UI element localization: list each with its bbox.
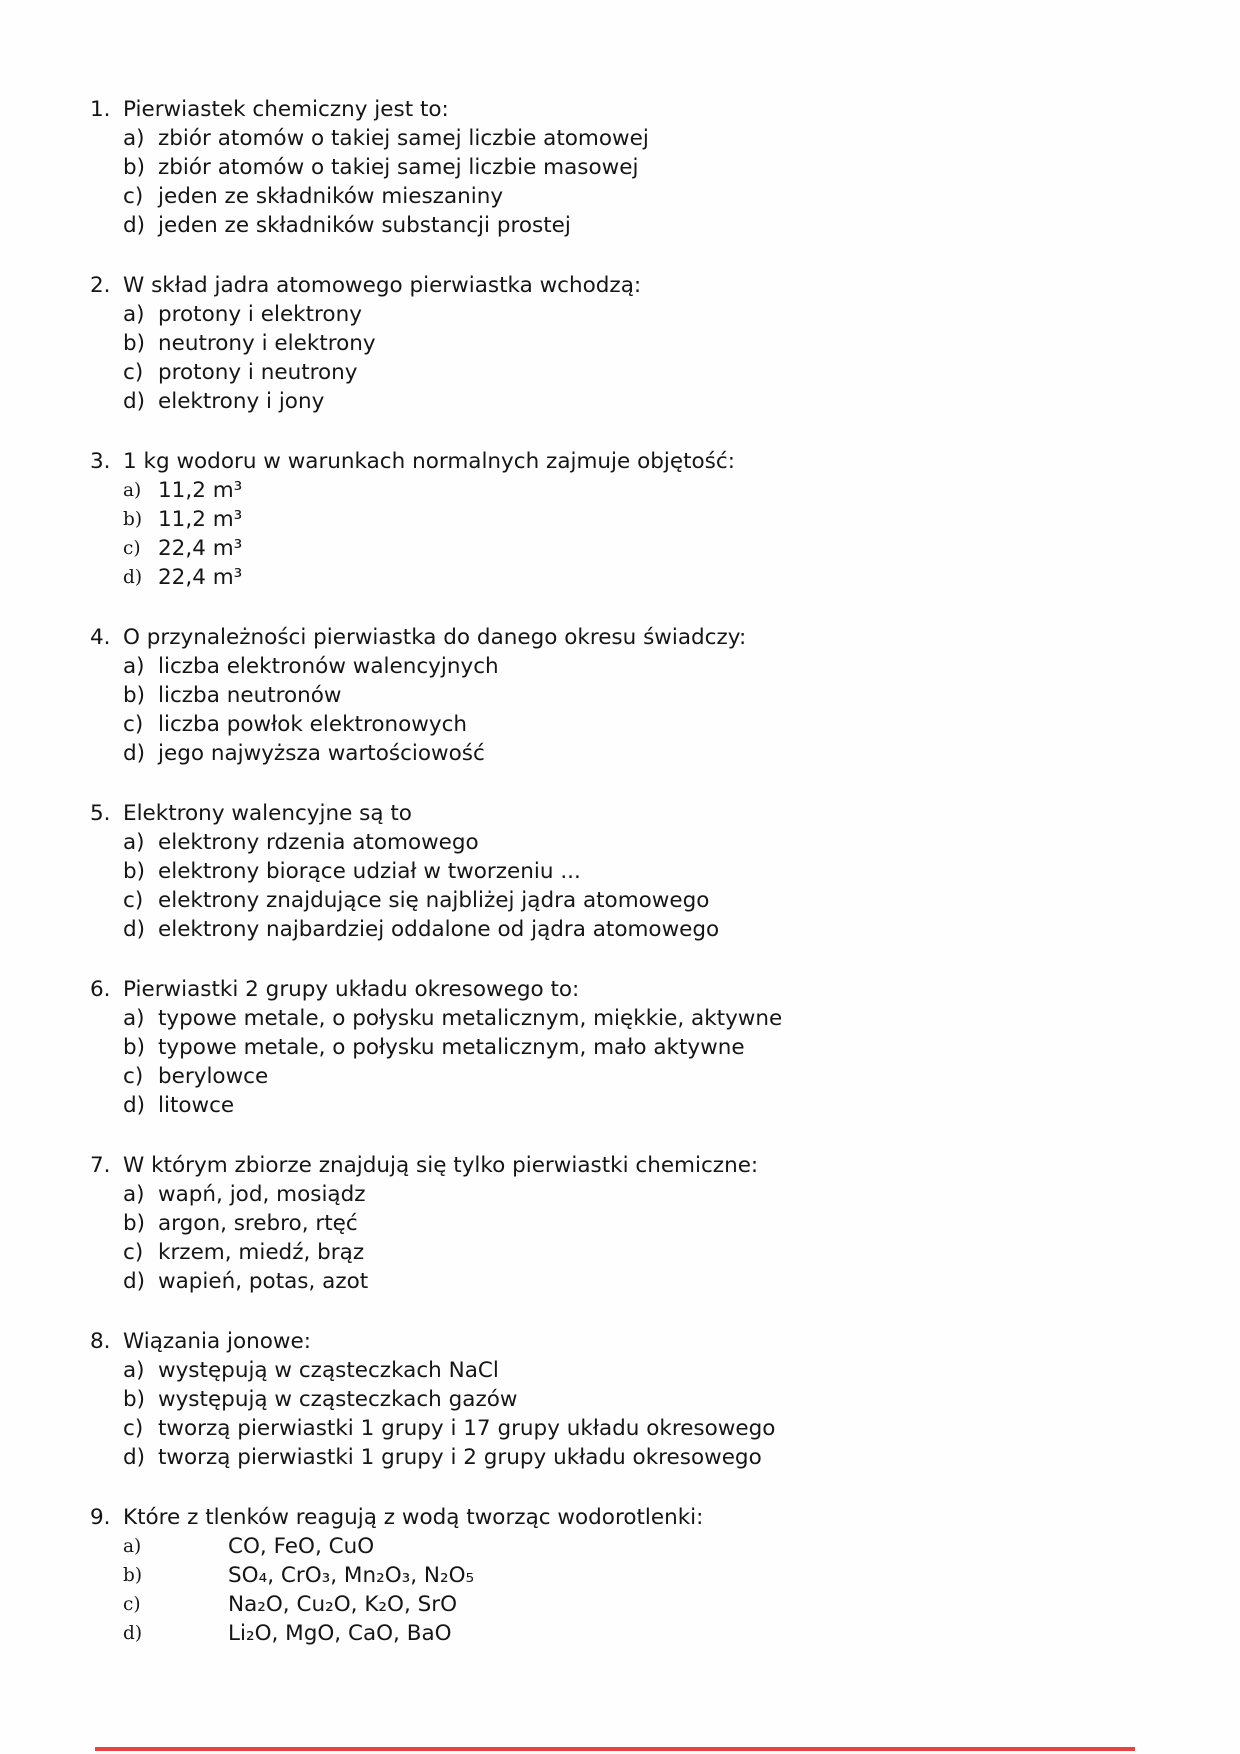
question-1	[90, 95, 1200, 240]
option-letter: c)	[123, 712, 144, 737]
option-d	[123, 915, 1200, 944]
question-header	[90, 271, 1200, 300]
options-group	[123, 476, 1200, 592]
option-b	[123, 1385, 1200, 1414]
option-letter: b)	[123, 155, 146, 180]
option-b	[123, 1561, 1200, 1590]
option-a	[123, 124, 1200, 153]
question-header	[90, 1151, 1200, 1180]
option-text: liczba powłok elektronowych	[158, 712, 468, 737]
option-text: Na₂O, Cu₂O, K₂O, SrO	[228, 1592, 458, 1617]
option-c	[123, 1062, 1200, 1091]
option-text: protony i elektrony	[158, 302, 362, 327]
question-number: 1.	[90, 97, 111, 122]
option-text: elektrony biorące udział w tworzeniu ...	[158, 859, 581, 884]
question-4	[90, 623, 1200, 768]
option-a	[123, 476, 1200, 505]
option-text: protony i neutrony	[158, 360, 358, 385]
option-text: 11,2 m³	[158, 478, 243, 503]
option-text: elektrony i jony	[158, 389, 325, 414]
option-letter: d)	[123, 1269, 146, 1294]
question-number: 3.	[90, 449, 111, 474]
question-5	[90, 799, 1200, 944]
option-d	[123, 1443, 1200, 1472]
question-6	[90, 975, 1200, 1120]
option-letter: c)	[123, 1240, 144, 1265]
question-header	[90, 95, 1200, 124]
option-letter: b)	[123, 509, 143, 530]
option-letter: a)	[123, 1006, 145, 1031]
option-letter: a)	[123, 1358, 145, 1383]
option-d	[123, 387, 1200, 416]
option-text: SO₄, CrO₃, Mn₂O₃, N₂O₅	[228, 1563, 475, 1588]
option-letter: c)	[123, 538, 141, 559]
option-a	[123, 828, 1200, 857]
option-letter: b)	[123, 683, 146, 708]
question-7	[90, 1151, 1200, 1296]
question-number: 9.	[90, 1505, 111, 1530]
option-text: jeden ze składników mieszaniny	[158, 184, 504, 209]
option-c	[123, 358, 1200, 387]
option-letter: d)	[123, 1623, 143, 1644]
option-c	[123, 1590, 1200, 1619]
question-number: 5.	[90, 801, 111, 826]
option-letter: d)	[123, 917, 146, 942]
option-letter: d)	[123, 213, 146, 238]
option-text: występują w cząsteczkach NaCl	[158, 1358, 499, 1383]
option-letter: b)	[123, 1565, 143, 1586]
option-text: CO, FeO, CuO	[228, 1534, 375, 1559]
option-text: neutrony i elektrony	[158, 331, 376, 356]
bottom-red-divider	[95, 1747, 1135, 1751]
option-a	[123, 652, 1200, 681]
option-text: tworzą pierwiastki 1 grupy i 2 grupy układu okresowego	[158, 1445, 762, 1470]
option-b	[123, 1033, 1200, 1062]
option-a	[123, 1356, 1200, 1385]
option-text: jego najwyższa wartościowość	[158, 741, 485, 766]
question-number: 4.	[90, 625, 111, 650]
options-group	[123, 1532, 1200, 1648]
option-letter: b)	[123, 1211, 146, 1236]
option-letter: a)	[123, 480, 142, 501]
options-group	[123, 124, 1200, 240]
question-text: W skład jadra atomowego pierwiastka wchodzą:	[123, 273, 642, 298]
option-letter: c)	[123, 184, 144, 209]
option-text: 22,4 m³	[158, 565, 243, 590]
option-c	[123, 182, 1200, 211]
question-3	[90, 447, 1200, 592]
options-group	[123, 1004, 1200, 1120]
option-text: 11,2 m³	[158, 507, 243, 532]
options-group	[123, 1356, 1200, 1472]
option-text: typowe metale, o połysku metalicznym, miękkie, aktywne	[158, 1006, 783, 1031]
option-text: jeden ze składników substancji prostej	[158, 213, 571, 238]
question-text: 1 kg wodoru w warunkach normalnych zajmuje objętość:	[123, 449, 735, 474]
option-b	[123, 857, 1200, 886]
option-c	[123, 886, 1200, 915]
option-text: Li₂O, MgO, CaO, BaO	[228, 1621, 452, 1646]
options-group	[123, 300, 1200, 416]
question-text: Wiązania jonowe:	[123, 1329, 311, 1354]
question-2	[90, 271, 1200, 416]
option-b	[123, 329, 1200, 358]
option-letter: d)	[123, 1445, 146, 1470]
option-letter: d)	[123, 567, 143, 588]
question-number: 8.	[90, 1329, 111, 1354]
option-letter: a)	[123, 654, 145, 679]
option-letter: a)	[123, 830, 145, 855]
question-header	[90, 623, 1200, 652]
question-text: Elektrony walencyjne są to	[123, 801, 412, 826]
option-a	[123, 1180, 1200, 1209]
option-text: typowe metale, o połysku metalicznym, mało aktywne	[158, 1035, 745, 1060]
option-letter: d)	[123, 389, 146, 414]
option-letter: c)	[123, 888, 144, 913]
question-text: W którym zbiorze znajdują się tylko pierwiastki chemiczne:	[123, 1153, 759, 1178]
option-letter: b)	[123, 1387, 146, 1412]
option-c	[123, 1414, 1200, 1443]
option-text: berylowce	[158, 1064, 269, 1089]
question-9	[90, 1503, 1200, 1648]
options-group	[123, 828, 1200, 944]
option-text: krzem, miedź, brąz	[158, 1240, 365, 1265]
question-header	[90, 1503, 1200, 1532]
option-c	[123, 1238, 1200, 1267]
option-d	[123, 563, 1200, 592]
option-c	[123, 710, 1200, 739]
option-text: litowce	[158, 1093, 235, 1118]
option-text: wapień, potas, azot	[158, 1269, 369, 1294]
option-text: 22,4 m³	[158, 536, 243, 561]
option-letter: c)	[123, 360, 144, 385]
options-group	[123, 1180, 1200, 1296]
option-text: zbiór atomów o takiej samej liczbie masowej	[158, 155, 639, 180]
question-number: 2.	[90, 273, 111, 298]
option-d	[123, 1267, 1200, 1296]
question-header	[90, 799, 1200, 828]
option-a	[123, 1004, 1200, 1033]
option-d	[123, 739, 1200, 768]
option-a	[123, 300, 1200, 329]
option-b	[123, 153, 1200, 182]
option-d	[123, 1619, 1200, 1648]
question-number: 7.	[90, 1153, 111, 1178]
option-text: zbiór atomów o takiej samej liczbie atomowej	[158, 126, 649, 151]
option-text: argon, srebro, rtęć	[158, 1211, 358, 1236]
option-letter: a)	[123, 1536, 142, 1557]
question-header	[90, 1327, 1200, 1356]
option-letter: a)	[123, 126, 145, 151]
option-letter: c)	[123, 1594, 141, 1615]
questions-list	[90, 95, 1200, 1679]
option-text: liczba elektronów walencyjnych	[158, 654, 499, 679]
question-text: O przynależności pierwiastka do danego okresu świadczy:	[123, 625, 747, 650]
option-text: tworzą pierwiastki 1 grupy i 17 grupy układu okresowego	[158, 1416, 776, 1441]
option-b	[123, 681, 1200, 710]
question-text: Które z tlenków reagują z wodą tworząc wodorotlenki:	[123, 1505, 704, 1530]
option-b	[123, 1209, 1200, 1238]
option-letter: a)	[123, 1182, 145, 1207]
option-text: elektrony znajdujące się najbliżej jądra atomowego	[158, 888, 710, 913]
option-c	[123, 534, 1200, 563]
option-letter: c)	[123, 1064, 144, 1089]
option-letter: a)	[123, 302, 145, 327]
question-header	[90, 447, 1200, 476]
question-header	[90, 975, 1200, 1004]
option-d	[123, 1091, 1200, 1120]
option-text: elektrony rdzenia atomowego	[158, 830, 479, 855]
question-text: Pierwiastek chemiczny jest to:	[123, 97, 449, 122]
option-letter: b)	[123, 859, 146, 884]
question-text: Pierwiastki 2 grupy układu okresowego to:	[123, 977, 580, 1002]
option-text: liczba neutronów	[158, 683, 342, 708]
options-group	[123, 652, 1200, 768]
option-a	[123, 1532, 1200, 1561]
option-text: występują w cząsteczkach gazów	[158, 1387, 518, 1412]
option-text: elektrony najbardziej oddalone od jądra atomowego	[158, 917, 720, 942]
question-8	[90, 1327, 1200, 1472]
option-letter: b)	[123, 1035, 146, 1060]
option-text: wapń, jod, mosiądz	[158, 1182, 366, 1207]
option-letter: b)	[123, 331, 146, 356]
option-letter: c)	[123, 1416, 144, 1441]
question-number: 6.	[90, 977, 111, 1002]
option-letter: d)	[123, 741, 146, 766]
option-d	[123, 211, 1200, 240]
option-b	[123, 505, 1200, 534]
option-letter: d)	[123, 1093, 146, 1118]
